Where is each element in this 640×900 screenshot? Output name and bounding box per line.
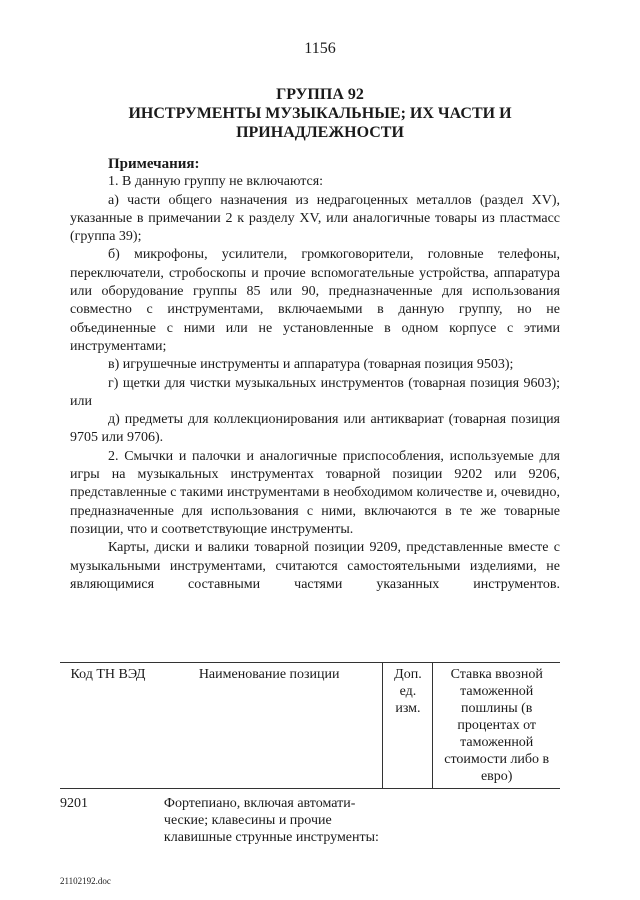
table-header-row [60, 663, 560, 789]
notes-title: Примечания: [108, 156, 200, 172]
note-1-item-b: б) микрофоны, усилители, громкоговорители, головные телефоны, переключатели, стробоскопы и прочие вспомогательные устройства, аппаратура или оборудование группы 85 или 90, предназначенные для использования совместно с инструментами, включаемыми в данную группу, но не объединенные с ними или не установленные в одном корпусе с этими инструментами; [70, 247, 560, 354]
table-row [60, 789, 560, 847]
row-name: Фортепиано, включая автомати-ческие; клавесины и прочие клавишные струнные инструменты: [163, 796, 379, 845]
group-title: ГРУППА 92 [276, 86, 364, 103]
note-2: 2. Смычки и палочки и аналогичные приспособления, используемые для игры на музыкальных инструментах товарной позиции 9202 или 9206, представленные с такими инструментами в необходимом количестве и, очевидно, предназначенные для использования с ними, включаются в те же товарные позиции, что и соответствующие инструменты. [70, 448, 560, 537]
row-unit [383, 789, 433, 847]
file-name: 21102192.doc [60, 876, 111, 886]
header-rate: Ставка ввозной таможенной пошлины (в процентах от таможенной стоимости либо в евро) [433, 663, 560, 789]
row-code: 9201 [60, 796, 88, 811]
header-code: Код ТН ВЭД [60, 663, 156, 789]
page-number: 1156 [304, 40, 336, 57]
note-1-item-v: в) игрушечные инструменты и аппаратура (товарная позиция 9503); [108, 357, 514, 373]
note-3: Карты, диски и валики товарной позиции 9209, представленные вместе с музыкальными инструментами, считаются самостоятельными изделиями, не являющимися составными частями указанных инструментов. [70, 540, 560, 592]
header-unit: Доп. ед. изм. [383, 663, 433, 789]
note-1-item-d: д) предметы для коллекционирования или антиквариат (товарная позиция 9705 или 9706). [70, 412, 560, 446]
notes-section [70, 155, 560, 594]
note-1-item-a: а) части общего назначения из недрагоценных металлов (раздел XV), указанные в примечании 2 к разделу XV, или аналогичные товары из пластмасс (группа 39); [70, 192, 560, 245]
row-rate [433, 789, 560, 847]
note-1-intro: 1. В данную группу не включаются: [108, 174, 324, 190]
group-subtitle-line-1: ИНСТРУМЕНТЫ МУЗЫКАЛЬНЫЕ; ИХ ЧАСТИ И [128, 105, 512, 122]
header-name: Наименование позиции [156, 663, 383, 789]
note-1-item-g: г) щетки для чистки музыкальных инструментов (товарная позиция 9603); или [70, 375, 560, 409]
tariff-table [60, 662, 560, 846]
group-subtitle-line-2: ПРИНАДЛЕЖНОСТИ [236, 124, 404, 141]
